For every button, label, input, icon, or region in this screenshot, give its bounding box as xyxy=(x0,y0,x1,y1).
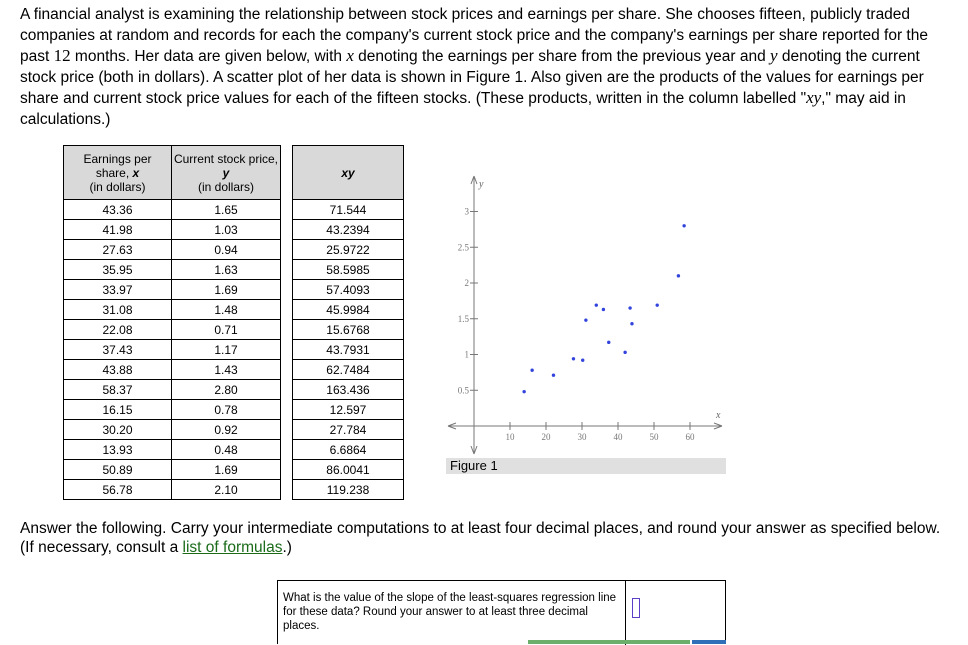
table-row xyxy=(64,240,281,260)
header-earnings: Earnings per share, x (in dollars) xyxy=(64,146,172,200)
question-divider xyxy=(625,581,626,645)
x-cell: 50.89 xyxy=(64,460,172,480)
xy-label: xy xyxy=(806,88,822,107)
y-tick-label: 0.5 xyxy=(457,385,469,396)
table-row xyxy=(293,260,404,280)
xy-cell: 119.238 xyxy=(293,480,404,500)
y-cell: 2.80 xyxy=(172,380,281,400)
xy-cell: 86.0041 xyxy=(293,460,404,480)
table-row xyxy=(64,380,281,400)
y-cell: 0.94 xyxy=(172,240,281,260)
x-cell: 16.15 xyxy=(64,400,172,420)
slope-answer-input[interactable] xyxy=(632,598,640,618)
xy-cell: 45.9984 xyxy=(293,300,404,320)
table-row xyxy=(64,320,281,340)
data-point xyxy=(630,322,633,325)
xy-cell: 43.7931 xyxy=(293,340,404,360)
xy-cell: 57.4093 xyxy=(293,280,404,300)
x-tick-label: 50 xyxy=(649,432,659,442)
x-tick-label: 10 xyxy=(505,432,515,442)
x-cell: 43.36 xyxy=(64,200,172,220)
table-row xyxy=(64,400,281,420)
table-row xyxy=(293,400,404,420)
x-cell: 35.95 xyxy=(64,260,172,280)
xy-cell: 6.6864 xyxy=(293,440,404,460)
table-row xyxy=(293,460,404,480)
y-cell: 0.78 xyxy=(172,400,281,420)
data-point xyxy=(607,341,610,344)
data-point xyxy=(552,374,555,377)
data-point xyxy=(522,390,525,393)
table-row xyxy=(293,420,404,440)
y-variable: y xyxy=(770,46,778,65)
x-tick-label: 40 xyxy=(613,432,623,442)
y-tick-label: 2 xyxy=(464,278,469,288)
y-tick-label: 2.5 xyxy=(457,242,469,253)
table-row xyxy=(64,420,281,440)
table-row xyxy=(64,220,281,240)
table-row xyxy=(293,480,404,500)
header-xy: xy xyxy=(293,146,404,200)
x-tick-label: 30 xyxy=(577,432,587,442)
xy-cell: 62.7484 xyxy=(293,360,404,380)
months-value: 12 xyxy=(53,46,71,65)
formulas-link[interactable]: list of formulas xyxy=(182,539,283,556)
xy-cell: 71.544 xyxy=(293,200,404,220)
table-row xyxy=(293,220,404,240)
x-tick-label: 20 xyxy=(541,432,551,442)
table-row xyxy=(64,460,281,480)
x-variable: x xyxy=(346,46,354,65)
table-row xyxy=(64,300,281,320)
x-cell: 33.97 xyxy=(64,280,172,300)
table-row xyxy=(293,240,404,260)
figure-caption: Figure 1 xyxy=(446,458,726,474)
x-cell: 37.43 xyxy=(64,340,172,360)
table-row xyxy=(293,360,404,380)
xy-cell: 43.2394 xyxy=(293,220,404,240)
table-row xyxy=(293,200,404,220)
y-cell: 2.10 xyxy=(172,480,281,500)
y-tick-label: 1.5 xyxy=(457,313,469,324)
data-point xyxy=(602,308,605,311)
answer-instructions: Answer the following. Carry your intermediate computations to at least four decimal places, and round your answer as specified below. (If necessary, consult a list of formulas.) xyxy=(20,520,941,556)
action-tab-green[interactable] xyxy=(528,640,690,644)
table-row xyxy=(293,280,404,300)
x-cell: 41.98 xyxy=(64,220,172,240)
action-tab-blue[interactable] xyxy=(692,640,726,644)
table-row xyxy=(64,340,281,360)
x-tick-label: 60 xyxy=(685,432,695,442)
table-row xyxy=(64,200,281,220)
data-point xyxy=(572,357,575,360)
y-cell: 1.69 xyxy=(172,460,281,480)
header-stock-price: Current stock price, y (in dollars) xyxy=(172,146,281,200)
data-point xyxy=(595,303,598,306)
question-box xyxy=(277,580,726,644)
x-axis-label: x xyxy=(716,410,721,421)
xy-cell: 58.5985 xyxy=(293,260,404,280)
xy-cell: 12.597 xyxy=(293,400,404,420)
xy-cell: 163.436 xyxy=(293,380,404,400)
data-point xyxy=(584,318,587,321)
data-point xyxy=(581,359,584,362)
table-row xyxy=(293,440,404,460)
x-cell: 30.20 xyxy=(64,420,172,440)
table-row xyxy=(293,300,404,320)
xy-cell: 15.6768 xyxy=(293,320,404,340)
data-point xyxy=(677,274,680,277)
table-row xyxy=(64,280,281,300)
y-cell: 1.17 xyxy=(172,340,281,360)
y-tick-label: 3 xyxy=(464,206,469,217)
xy-cell: 27.784 xyxy=(293,420,404,440)
table-row xyxy=(293,340,404,360)
x-cell: 43.88 xyxy=(64,360,172,380)
y-cell: 0.92 xyxy=(172,420,281,440)
y-tick-label: 1 xyxy=(464,349,469,360)
table-row xyxy=(64,480,281,500)
problem-statement: A financial analyst is examining the relationship between stock prices and earnings per share. She chooses fifteen, publicly traded companies at random and records for each the company's current stock price and the company's earnings per share reported for the past 12 months. Her data are given below, with x denoting the earnings per share from the previous year and y denoting the current stock price (both in dollars). A scatter plot of her data is shown in Figure 1. Also given are the products of the values for earnings per share and current stock price values for each of the fifteen stocks. (These products, written in the column labelled "xy," may aid in calculations.) xyxy=(20,6,928,128)
data-table-xy xyxy=(63,145,281,500)
y-cell: 1.43 xyxy=(172,360,281,380)
y-cell: 1.65 xyxy=(172,200,281,220)
y-cell: 1.48 xyxy=(172,300,281,320)
data-point xyxy=(682,224,685,227)
xy-cell: 25.9722 xyxy=(293,240,404,260)
y-cell: 1.03 xyxy=(172,220,281,240)
data-point xyxy=(530,369,533,372)
y-cell: 0.48 xyxy=(172,440,281,460)
y-cell: 0.71 xyxy=(172,320,281,340)
y-cell: 1.69 xyxy=(172,280,281,300)
question-text: What is the value of the slope of the least-squares regression line for these data? Round your answer to at least three decimal places. xyxy=(283,592,617,632)
data-table-product xyxy=(292,145,404,500)
data-point xyxy=(628,306,631,309)
x-cell: 22.08 xyxy=(64,320,172,340)
table-row xyxy=(293,380,404,400)
data-point xyxy=(656,303,659,306)
x-cell: 27.63 xyxy=(64,240,172,260)
y-axis-label: y xyxy=(479,179,484,190)
x-cell: 13.93 xyxy=(64,440,172,460)
table-row xyxy=(293,320,404,340)
data-point xyxy=(623,351,626,354)
y-cell: 1.63 xyxy=(172,260,281,280)
x-cell: 56.78 xyxy=(64,480,172,500)
table-row xyxy=(64,440,281,460)
x-cell: 58.37 xyxy=(64,380,172,400)
x-cell: 31.08 xyxy=(64,300,172,320)
table-row xyxy=(64,360,281,380)
scatter-plot xyxy=(440,170,740,460)
table-row xyxy=(64,260,281,280)
